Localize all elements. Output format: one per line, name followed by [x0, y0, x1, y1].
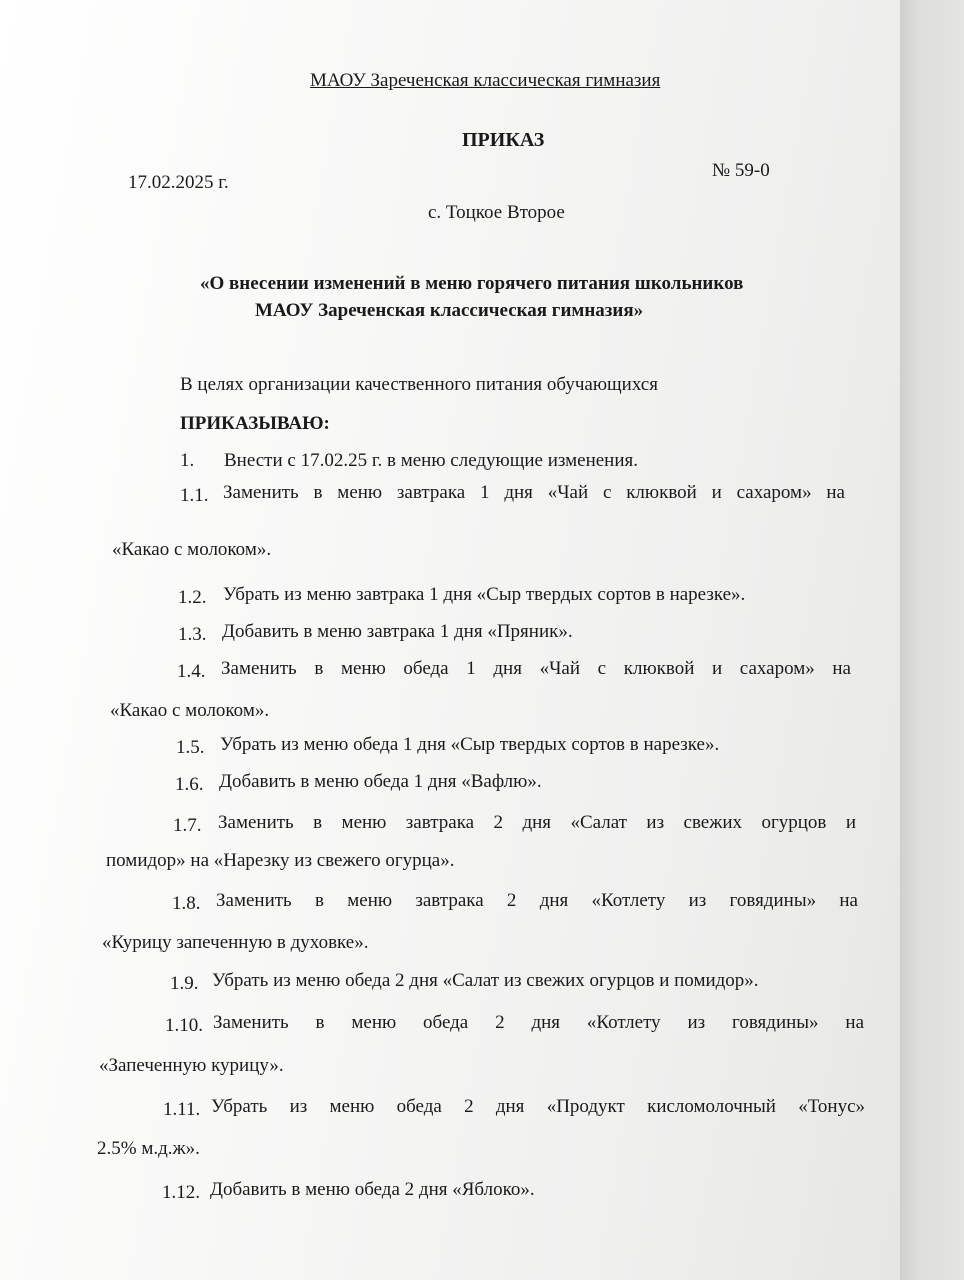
item-text: Заменить в меню обеда 2 дня «Котлету из говядины» на [213, 1012, 864, 1033]
document-place: с. Тоцкое Второе [428, 202, 565, 223]
item-number: 1.4. [177, 661, 206, 682]
item-text: Убрать из меню завтрака 1 дня «Сыр твердых сортов в нарезке». [223, 584, 746, 605]
item-text: Заменить в меню завтрака 2 дня «Салат из свежих огурцов и [218, 812, 856, 833]
item-number: 1.10. [165, 1015, 203, 1036]
item-text-continuation: «Какао с молоком». [110, 700, 270, 721]
preamble: В целях организации качественного питания обучающихся [180, 374, 658, 395]
item-text: Убрать из меню обеда 2 дня «Продукт кисломолочный «Тонус» [211, 1096, 865, 1117]
item-number: 1.12. [162, 1182, 200, 1203]
item-text: Убрать из меню обеда 2 дня «Салат из свежих огурцов и помидор». [212, 970, 759, 991]
item-number: 1.3. [178, 624, 207, 645]
item-text: Внести с 17.02.25 г. в меню следующие изменения. [224, 450, 639, 471]
item-number: 1.8. [172, 893, 201, 914]
document-date: 17.02.2025 г. [128, 172, 229, 193]
item-number: 1. [180, 450, 195, 471]
item-number: 1.9. [170, 973, 199, 994]
item-text: Заменить в меню обеда 1 дня «Чай с клюквой и сахаром» на [221, 658, 851, 679]
item-number: 1.2. [178, 587, 207, 608]
item-text: Заменить в меню завтрака 2 дня «Котлету из говядины» на [216, 890, 858, 911]
item-text: Добавить в меню обеда 2 дня «Яблоко». [210, 1179, 535, 1200]
item-number: 1.6. [175, 774, 204, 795]
item-number: 1.11. [163, 1099, 201, 1120]
item-text: Добавить в меню обеда 1 дня «Вафлю». [219, 771, 542, 792]
order-word: ПРИКАЗЫВАЮ: [180, 413, 330, 434]
item-text-continuation: помидор» на «Нарезку из свежего огурца». [106, 850, 455, 871]
item-text-continuation: «Запеченную курицу». [99, 1055, 284, 1076]
item-number: 1.1. [180, 485, 209, 506]
item-text-continuation: «Курицу запеченную в духовке». [102, 932, 369, 953]
item-text: Заменить в меню завтрака 1 дня «Чай с клюквой и сахаром» на [223, 482, 845, 503]
document-title: ПРИКАЗ [462, 129, 545, 151]
item-text: Добавить в меню завтрака 1 дня «Пряник». [222, 621, 573, 642]
document-number: № 59-0 [712, 160, 770, 181]
item-text: Убрать из меню обеда 1 дня «Сыр твердых сортов в нарезке». [220, 734, 720, 755]
item-text-continuation: «Какао с молоком». [112, 539, 272, 560]
background-surface [900, 0, 964, 1280]
organization-header: МАОУ Зареченская классическая гимназия [310, 70, 661, 91]
item-text-continuation: 2.5% м.д.ж». [97, 1138, 200, 1159]
subject-line-1: «О внесении изменений в меню горячего питания школьников [200, 273, 744, 294]
item-number: 1.7. [173, 815, 202, 836]
item-number: 1.5. [176, 737, 205, 758]
subject-line-2: МАОУ Зареченская классическая гимназия» [255, 300, 644, 321]
